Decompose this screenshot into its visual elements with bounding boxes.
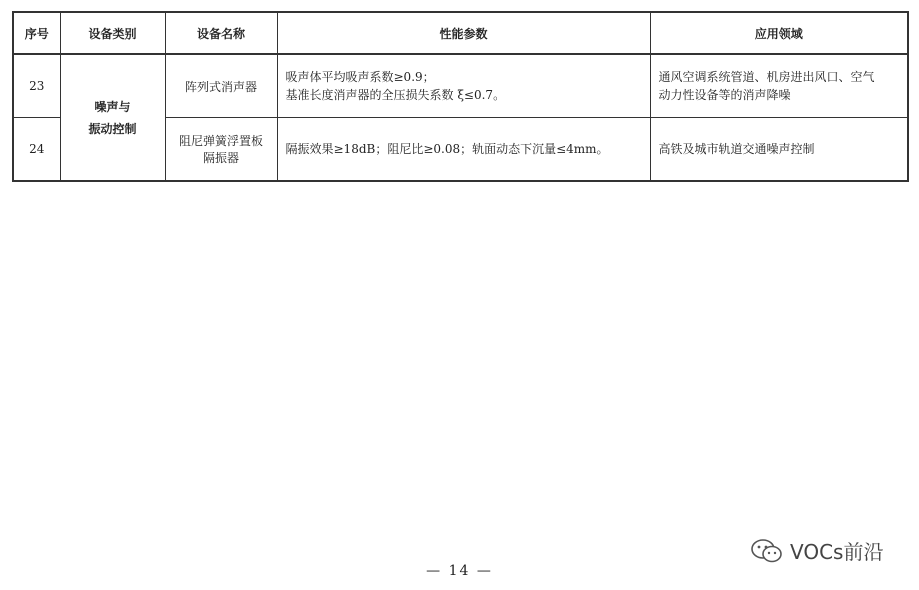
watermark-text: VOCs前沿 — [790, 540, 884, 564]
category-line: 振动控制 — [88, 121, 137, 136]
row-index: 24 — [13, 118, 60, 182]
application-line: 通风空调系统管道、机房进出风口、空气 — [658, 70, 875, 84]
application-line: 动力性设备等的消声降噪 — [658, 88, 791, 102]
device-name-cell — [165, 54, 277, 118]
device-name-cell — [165, 118, 277, 182]
page-number: — 14 — — [426, 563, 493, 579]
device-name: 阵列式消声器 — [184, 79, 257, 94]
category-line: 噪声与 — [94, 99, 131, 114]
category-cell — [60, 54, 165, 181]
param-line: 基准长度消声器的全压损失系数 ξ≤0.7。 — [285, 88, 506, 102]
device-name: 隔振器 — [202, 151, 239, 165]
device-name: 阻尼弹簧浮置板 — [178, 134, 263, 148]
param-line: 隔振效果≥18dB；阻尼比≥0.08；轨面动态下沉量≤4mm。 — [285, 142, 609, 156]
header-name: 设备名称 — [165, 12, 277, 54]
equipment-table — [12, 11, 909, 182]
wechat-icon — [750, 538, 784, 564]
params-cell — [277, 54, 650, 118]
header-category: 设备类别 — [60, 12, 165, 54]
header-params: 性能参数 — [277, 12, 650, 54]
params-cell — [277, 118, 650, 182]
watermark — [750, 536, 883, 565]
param-line: 吸声体平均吸声系数≥0.9； — [285, 70, 435, 84]
row-index: 23 — [13, 54, 60, 118]
table-row — [13, 54, 908, 118]
table-header-row — [13, 12, 908, 54]
application-line: 高铁及城市轨道交通噪声控制 — [658, 142, 815, 156]
header-index: 序号 — [13, 12, 60, 54]
application-cell — [650, 118, 908, 182]
application-cell — [650, 54, 908, 118]
header-application: 应用领域 — [650, 12, 908, 54]
